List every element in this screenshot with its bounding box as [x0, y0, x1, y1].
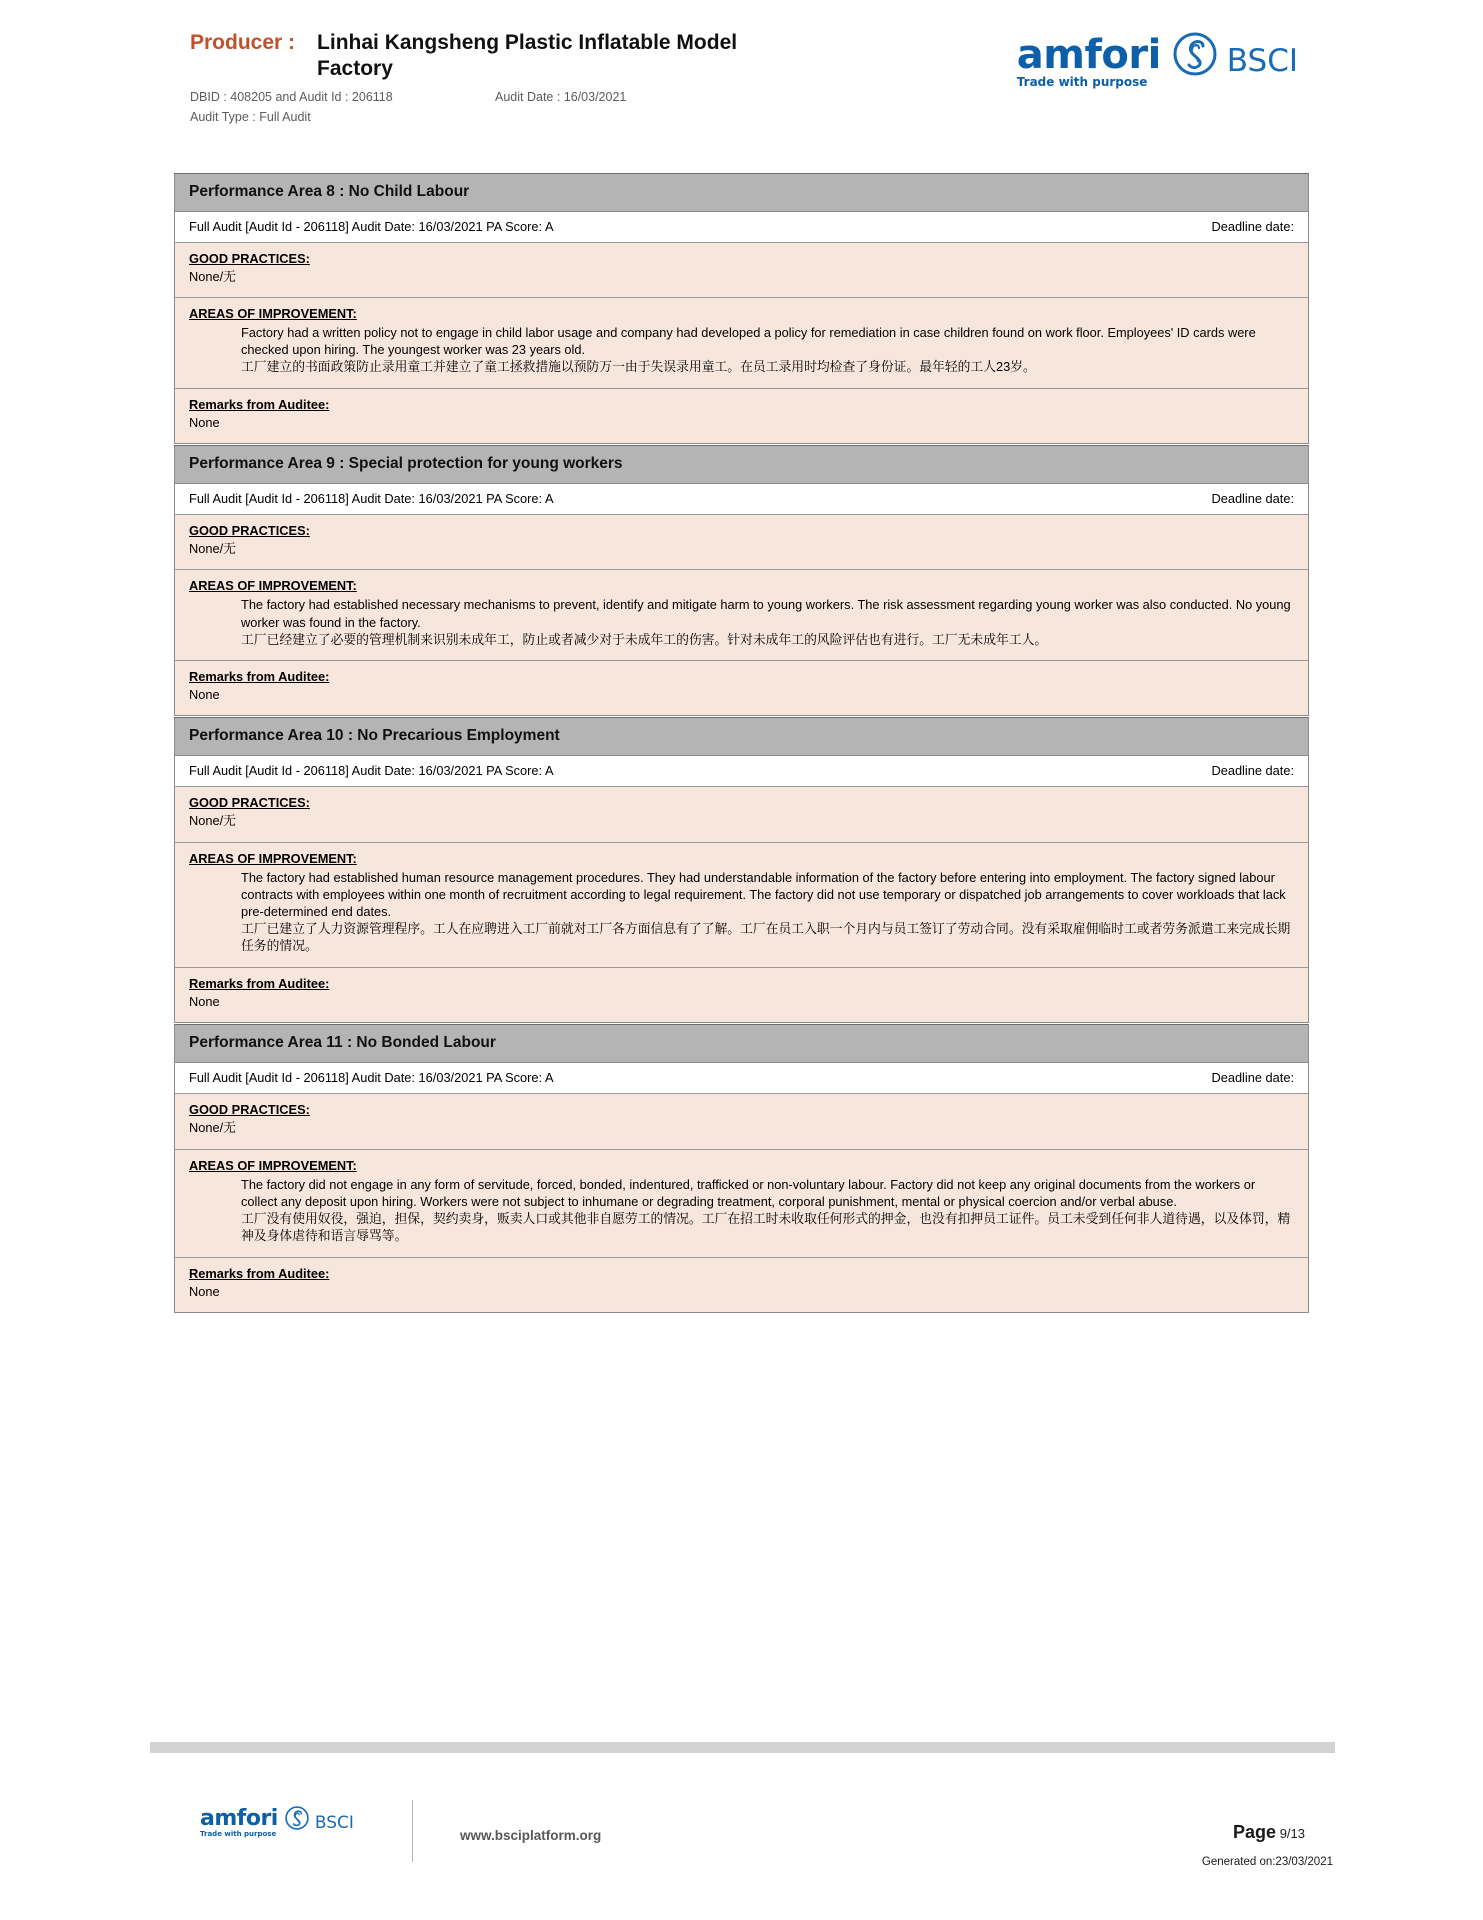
- areas-of-improvement-heading: AREAS OF IMPROVEMENT:: [189, 578, 357, 594]
- pa-audit-row: [175, 484, 1308, 515]
- footer-website-url[interactable]: www.bsciplatform.org: [460, 1828, 602, 1843]
- areas-of-improvement-heading: AREAS OF IMPROVEMENT:: [189, 306, 357, 322]
- pa-audit-summary: Full Audit [Audit Id - 206118] Audit Date: 16/03/2021 PA Score: A: [189, 219, 554, 234]
- remarks-value: None: [189, 414, 220, 430]
- areas-of-improvement-heading: AREAS OF IMPROVEMENT:: [189, 1157, 357, 1173]
- good-practices-section: [175, 243, 1308, 297]
- performance-areas-container: [174, 173, 1309, 1313]
- good-practices-value: None/无: [189, 269, 236, 284]
- page-header: [0, 0, 1483, 138]
- producer-name: Linhai Kangsheng Plastic Inflatable Model Factory: [317, 31, 738, 80]
- audit-type-text: Audit Type : Full Audit: [190, 110, 311, 125]
- good-practices-heading: GOOD PRACTICES:: [189, 1102, 310, 1118]
- pa-deadline-date-label: Deadline date:: [1211, 219, 1294, 234]
- improvement-text-cn: 工厂已经建立了必要的管理机制来识别未成年工，防止或者减少对于未成年工的伤害。针对未成年工的风险评估也有进行。工厂无未成年工人。: [241, 631, 1048, 647]
- amfori-tagline-text-footer: Trade with purpose: [200, 1829, 277, 1838]
- remarks-section: [175, 388, 1308, 443]
- remarks-section: [175, 967, 1308, 1022]
- remarks-heading: Remarks from Auditee:: [189, 396, 330, 412]
- improvement-text-cn: 工厂建立的书面政策防止录用童工并建立了童工拯救措施以预防万一由于失误录用童工。在员工录用时均检查了身份证。最年轻的工人23岁。: [241, 359, 1036, 375]
- pa-audit-row: [175, 756, 1308, 787]
- pa-audit-summary: Full Audit [Audit Id - 206118] Audit Date: 16/03/2021 PA Score: A: [189, 1070, 554, 1086]
- producer-row: [190, 30, 890, 81]
- audit-date-text: Audit Date : 16/03/2021: [495, 90, 627, 105]
- footer-separator-bar: [150, 1742, 1335, 1753]
- audit-meta-line: [190, 90, 890, 104]
- remarks-section: [175, 1257, 1308, 1312]
- remarks-section: [175, 660, 1308, 715]
- pa-title: Performance Area 10 : No Precarious Employment: [175, 718, 1308, 756]
- performance-area-block: [174, 717, 1309, 1023]
- pa-audit-row: [175, 1063, 1308, 1094]
- amfori-bsci-logo-footer: [200, 1806, 354, 1840]
- amfori-bsci-logo-header: [1017, 32, 1298, 91]
- areas-of-improvement-section: [175, 1149, 1308, 1257]
- remarks-value: None: [189, 994, 220, 1010]
- improvement-text-cn: 工厂没有使用奴役，强迫，担保，契约卖身，贩卖人口或其他非自愿劳工的情况。工厂在招工时未收取任何形式的押金，也没有扣押员工证件。员工未受到任何非人道待遇，以及体罚，精神及身体虐待和语言辱骂等。: [241, 1210, 1291, 1244]
- good-practices-value: None/无: [189, 541, 236, 557]
- pa-deadline-date-label: Deadline date:: [1211, 491, 1294, 507]
- bsci-text-footer: BSCI: [314, 1812, 354, 1833]
- improvement-text-en: The factory did not engage in any form of servitude, forced, bonded, indentured, trafficked or non-voluntary labour. Factory did not keep any original documents from the workers or collect any deposit upon hiring. Workers were not subject to inhumane or degrading treatment, corporal punishment, mental or physical coercion and/or verbal abuse.: [241, 1176, 1256, 1209]
- footer-page-word: Page: [1233, 1822, 1277, 1842]
- performance-area-block: [174, 173, 1309, 444]
- footer-generated-on: Generated on:23/03/2021: [1201, 1856, 1333, 1868]
- footer-page-value: 9/13: [1279, 1826, 1305, 1841]
- producer-label: Producer :: [190, 31, 296, 54]
- page-footer: [0, 1800, 1483, 1910]
- amfori-brand-text-footer: amfori: [200, 1805, 278, 1831]
- remarks-value: None: [189, 1283, 220, 1299]
- amfori-wordmark: [1016, 31, 1161, 89]
- good-practices-heading: GOOD PRACTICES:: [189, 251, 310, 266]
- footer-vertical-divider: [412, 1800, 413, 1862]
- good-practices-value: None/无: [189, 813, 236, 829]
- pa-title: Performance Area 8 : No Child Labour: [175, 174, 1308, 212]
- pa-deadline-date-label: Deadline date:: [1211, 763, 1294, 779]
- good-practices-section: [175, 1094, 1308, 1148]
- amfori-swirl-icon-footer: [285, 1806, 309, 1835]
- remarks-heading: Remarks from Auditee:: [189, 1265, 330, 1281]
- improvement-text-cn: 工厂已建立了人力资源管理程序。工人在应聘进入工厂前就对工厂各方面信息有了了解。工厂在员工入职一个月内与员工签订了劳动合同。没有采取雇佣临时工或者劳务派遣工来完成长期任务的情况。: [241, 920, 1291, 954]
- amfori-wordmark-footer: [200, 1805, 278, 1838]
- amfori-swirl-icon: [1173, 32, 1217, 81]
- areas-of-improvement-heading: AREAS OF IMPROVEMENT:: [189, 850, 357, 866]
- amfori-tagline-text: Trade with purpose: [1016, 74, 1148, 89]
- improvement-text-en: The factory had established necessary mechanisms to prevent, identify and mitigate harm to young workers. The risk assessment regarding young worker was also conducted. No young worker was found in the factory.: [241, 597, 1291, 630]
- remarks-value: None: [189, 687, 220, 703]
- bsci-text: BSCI: [1226, 43, 1298, 79]
- good-practices-section: [175, 515, 1308, 569]
- remarks-heading: Remarks from Auditee:: [189, 669, 330, 685]
- pa-audit-row: [175, 212, 1308, 243]
- pa-title: Performance Area 9 : Special protection for young workers: [175, 446, 1308, 484]
- pa-deadline-date-label: Deadline date:: [1211, 1070, 1294, 1086]
- good-practices-value: None/无: [189, 1120, 236, 1136]
- remarks-heading: Remarks from Auditee:: [189, 976, 330, 992]
- areas-of-improvement-section: [175, 842, 1308, 967]
- performance-area-block: [174, 1024, 1309, 1313]
- dbid-text: DBID : 408205 and Audit Id : 206118: [190, 90, 393, 105]
- good-practices-section: [175, 787, 1308, 841]
- pa-audit-summary: Full Audit [Audit Id - 206118] Audit Date: 16/03/2021 PA Score: A: [189, 763, 554, 779]
- pa-audit-summary: Full Audit [Audit Id - 206118] Audit Date: 16/03/2021 PA Score: A: [189, 491, 554, 507]
- improvement-text-en: The factory had established human resource management procedures. They had understandable information of the factory before entering into employment. The factory signed labour contracts with employees within one month of recruitment according to legal requirement. The factory did not use temporary or dispatched job arrangements to cover workloads that lack pre-determined end dates.: [241, 869, 1286, 919]
- good-practices-heading: GOOD PRACTICES:: [189, 523, 310, 539]
- improvement-text-en: Factory had a written policy not to engage in child labor usage and company had developed a policy for remediation in case children found on work floor. Employees' ID cards were checked upon hiring. The youngest worker was 23 years old.: [241, 325, 1256, 358]
- pa-title: Performance Area 11 : No Bonded Labour: [175, 1025, 1308, 1063]
- producer-block: [190, 30, 890, 124]
- amfori-brand-text: amfori: [1016, 31, 1161, 78]
- footer-page-number: [1233, 1822, 1305, 1843]
- areas-of-improvement-section: [175, 297, 1308, 388]
- performance-area-block: [174, 445, 1309, 716]
- good-practices-heading: GOOD PRACTICES:: [189, 795, 310, 811]
- areas-of-improvement-section: [175, 569, 1308, 660]
